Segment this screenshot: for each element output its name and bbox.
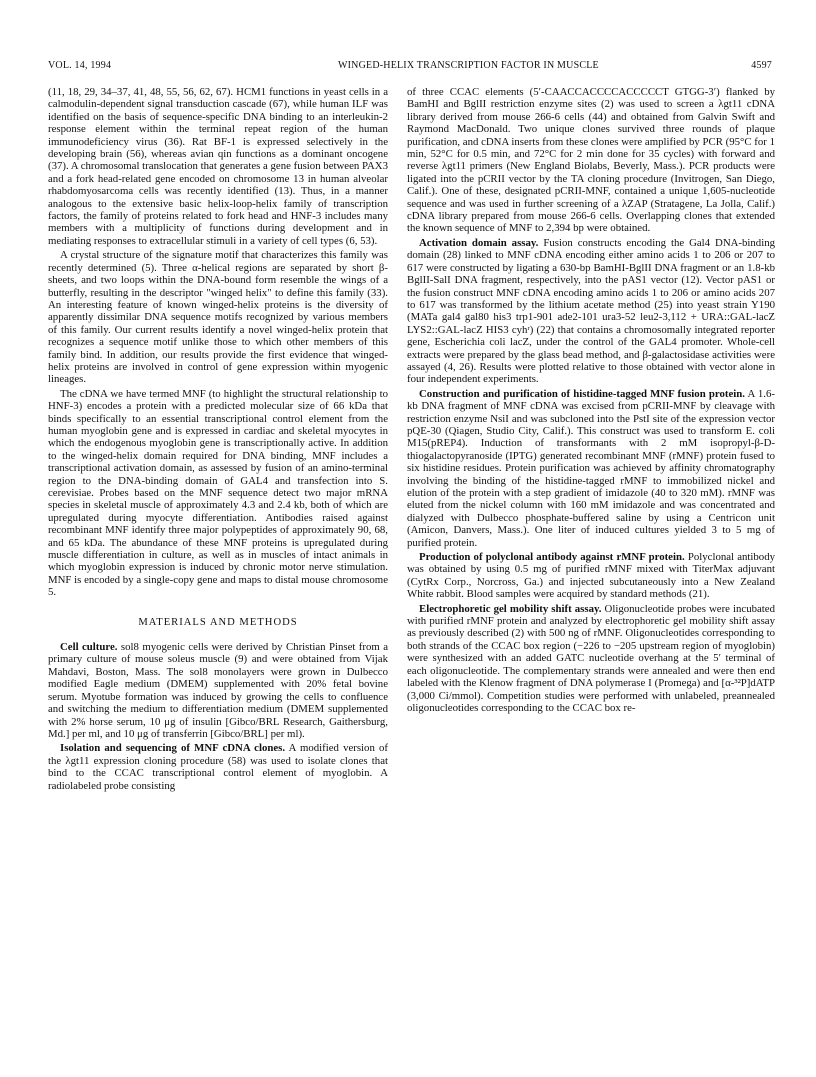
purification-heading: Construction and purification of histidine-tagged MNF fusion protein. — [419, 387, 745, 400]
right-column — [407, 86, 775, 714]
cell-culture-heading: Cell culture. — [60, 641, 118, 654]
purification-paragraph — [407, 388, 775, 549]
cloning-continuation-paragraph: of three CCAC elements (5′-CAACCACCCCACCCCCT GTGG-3′) flanked by BamHI and BglII restriction enzyme sites (2) was used to screen a λgt11 cDNA library derived from mouse 266-6 cells (44) and obtained from Galvin Swift and Raymond MacDonald. Two unique clones survived three rounds of plaque purification, and cDNA inserts from these clones were amplified by PCR (95°C for 1 min, 52°C for 0.5 min, and 72°C for 2 min done for 35 cycles) with forward and reverse λgt11 primers (New England Biolabs, Beverly, Mass.). PCR products were ligated into the pCRII vector by the TA cloning procedure (Invitrogen, San Diego, Calif.). One of these, designated pCRII-MNF, contained a unique 1,605-nucleotide sequence and was used in further screening of a λZAP (Stratagene, La Jolla, Calif.) cDNA library prepared from mouse 266-6 cells. Overlapping clones that extended the known sequence of MNF to 2,394 bp were obtained. — [407, 86, 775, 235]
purification-text: A 1.6-kb DNA fragment of MNF cDNA was excised from pCRII-MNF by cleavage with restriction enzyme NsiI and was subcloned into the PstI site of the expression vector pQE-30 (Qiagen, Studio City, Calif.). This construct was used to transform E. coli M15(pREP4). Induction of transformants with 2 mM isopropyl-β-D-thiogalactopyranoside (IPTG) generated recombinant MNF (rMNF) protein fused to six histidine residues. Protein purification was achieved by affinity chromatography involving the binding of the histidine-tagged rMNF to immobilized nickel and elution of the protein with a step gradient of imidazole (40 to 320 mM). rMNF was eluted from the nickel column with 160 mM imidazole and was concentrated and dialyzed with Dulbecco phosphate-buffered saline by using a Centricon unit (Amicon, Danvers, Mass.). One liter of induced cultures yielded 3 to 5 mg of purified protein. — [407, 387, 775, 549]
volume-label: VOL. 14, 1994 — [48, 60, 112, 71]
emsa-heading: Electrophoretic gel mobility shift assay. — [419, 602, 602, 615]
isolation-paragraph — [48, 742, 388, 792]
activation-heading: Activation domain assay. — [419, 236, 539, 249]
page-number: 4597 — [751, 60, 772, 71]
activation-text: Fusion constructs encoding the Gal4 DNA-binding domain (28) linked to MNF cDNA encoding either amino acids 1 to 206 or 207 to 617 were constructed by ligating a 630-bp BamHI-BglII DNA fragment or an 1.8-kb BglII-SalI DNA fragment, respectively, into the pAS1 vector (12). Vector pAS1 or the fusion construct MNF cDNA encoding amino acids 1 to 206 or amino acids 207 to 617 was transformed by the lithium acetate method (25) into yeast strain Y190 (MATa gal4 gal80 his3 trp1-901 ade2-101 ura3-52 leu2-3,112 + URA::GAL-lacZ LYS2::GAL-lacZ HIS3 cyhʳ) (22) that contains a chromosomally integrated reporter gene, Escherichia coli lacZ, under the control of the GAL4 promoter. Whole-cell extracts were prepared by the glass bead method, and β-galactosidase activities were assayed (4, 26). Results were plotted relative to those obtained with vector alone in four independent experiments. — [407, 236, 775, 386]
left-column — [48, 86, 388, 792]
isolation-heading: Isolation and sequencing of MNF cDNA clones. — [60, 742, 286, 755]
antibody-heading: Production of polyclonal antibody against rMNF protein. — [419, 551, 685, 564]
antibody-paragraph — [407, 551, 775, 601]
intro-paragraph-2: A crystal structure of the signature motif that characterizes this family was recently determined (5). Three α-helical regions are separated by short β-sheets, and two loops within the DNA-bound form resemble the wings of a butterfly, resulting in the descriptor "winged helix" to define this family (33). An interesting feature of known winged-helix proteins is the diversity of apparently dissimilar DNA sequence motifs recognized by various members of this family. Our current results identify a novel winged-helix protein that recognizes a sequence motif unlike those to which other members of this family bind. In addition, our results provide the first evidence that winged-helix proteins are involved in control of gene expression within myogenic lineages. — [48, 249, 388, 386]
emsa-text: Oligonucleotide probes were incubated with purified rMNF protein and analyzed by electrophoretic gel mobility shift assay as previously described (2) with 500 ng of rMNF. Oligonucleotides corresponding to both strands of the CCAC box region (−226 to −205 upstream region of myoglobin) were synthesized with an added GATC nucleotide overhang at the 5′ terminal of each oligonucleotide. The complementary strands were annealed and were then end labeled with the Klenow fragment of DNA polymerase I (Promega) and [α-³²P]dATP (3,000 Ci/mmol). Competition studies were performed with unlabeled, preannealed oligonucleotides corresponding to the CCAC box re- — [407, 602, 775, 714]
cell-culture-text: sol8 myogenic cells were derived by Christian Pinset from a primary culture of mouse soleus muscle (9) and were obtained from Vijak Mahdavi, Boston, Mass. The sol8 monolayers were grown in Dulbecco modified Eagle medium (DMEM) supplemented with 20% fetal bovine serum. Myotube formation was induced by growing the cells to confluence and switching the medium to differentiation medium (DMEM supplemented with 2% horse serum, 10 μg of insulin [Gibco/BRL Research, Gaithersburg, Md.] per ml, and 10 μg of transferrin [Gibco/BRL] per ml). — [48, 641, 388, 740]
running-header — [48, 58, 772, 74]
section-heading-methods: MATERIALS AND METHODS — [138, 616, 298, 628]
intro-paragraph-3: The cDNA we have termed MNF (to highlight the structural relationship to HNF-3) encodes a protein with a predicted molecular size of 66 kDa that binds specifically to an essential transcriptional control element from the human myoglobin gene and is expressed in cardiac and skeletal myocytes in which the endogenous myoglobin gene is transcriptionally active. In addition to the winged-helix domain required for DNA binding, MNF includes a transcriptional activation domain, as assessed by fusion of an amino-terminal region to the DNA-binding domain of GAL4 and transfection into S. cerevisiae. Probes based on the MNF sequence detect two major mRNA species in skeletal muscle of approximately 4.3 and 2.4 kb, both of which are upregulated during myocyte differentiation. Antibodies raised against recombinant MNF identify three major polypeptides of approximately 90, 68, and 65 kDa. The abundance of these MNF proteins is upregulated during muscle differentiation in culture, as well as in muscles of intact animals in which myoglobin expression is induced by chronic motor nerve stimulation. MNF is encoded by a single-copy gene and maps to distal mouse chromosome 5. — [48, 387, 388, 599]
running-title: WINGED-HELIX TRANSCRIPTION FACTOR IN MUSCLE — [338, 60, 599, 71]
activation-paragraph — [407, 237, 775, 386]
intro-paragraph-1: (11, 18, 29, 34–37, 41, 48, 55, 56, 62, 67). HCM1 functions in yeast cells in a calmodulin-dependent signal transduction cascade (67), while human ILF was identified on the basis of sequence-specific DNA binding to an interleukin-2 response element within the terminal repeat region of the human immunodeficiency virus (36). Rat BF-1 is expressed selectively in the developing brain (56), whereas avian qin functions as a dominant oncogene (37). A chromosomal translocation that generates a gene fusion between PAX3 and a fork head-related gene encoded on chromosome 13 in human alveolar rhabdomyosarcoma cells was recently identified (13). Thus, in a manner analogous to the extensive basic helix-loop-helix family of transcription factors, the family of proteins related to fork head and HNF-3 includes many members with a multiplicity of functions during development and in mediating responses to extracellular stimuli in a variety of cell types (6, 53). — [48, 86, 388, 247]
emsa-paragraph — [407, 603, 775, 715]
antibody-text: Polyclonal antibody was obtained by using 0.5 mg of purified rMNF mixed with TiterMax adjuvant (CytRx Corp., Norcross, Ga.) and injected subcutaneously into a New Zealand White rabbit. Blood samples were acquired by standard methods (21). — [407, 551, 775, 601]
isolation-text: A modified version of the λgt11 expression cloning procedure (58) was used to isolate clones that bind to the CCAC transcriptional control element of myoglobin. A radiolabeled probe consisting — [48, 742, 388, 792]
cell-culture-paragraph — [48, 641, 388, 740]
